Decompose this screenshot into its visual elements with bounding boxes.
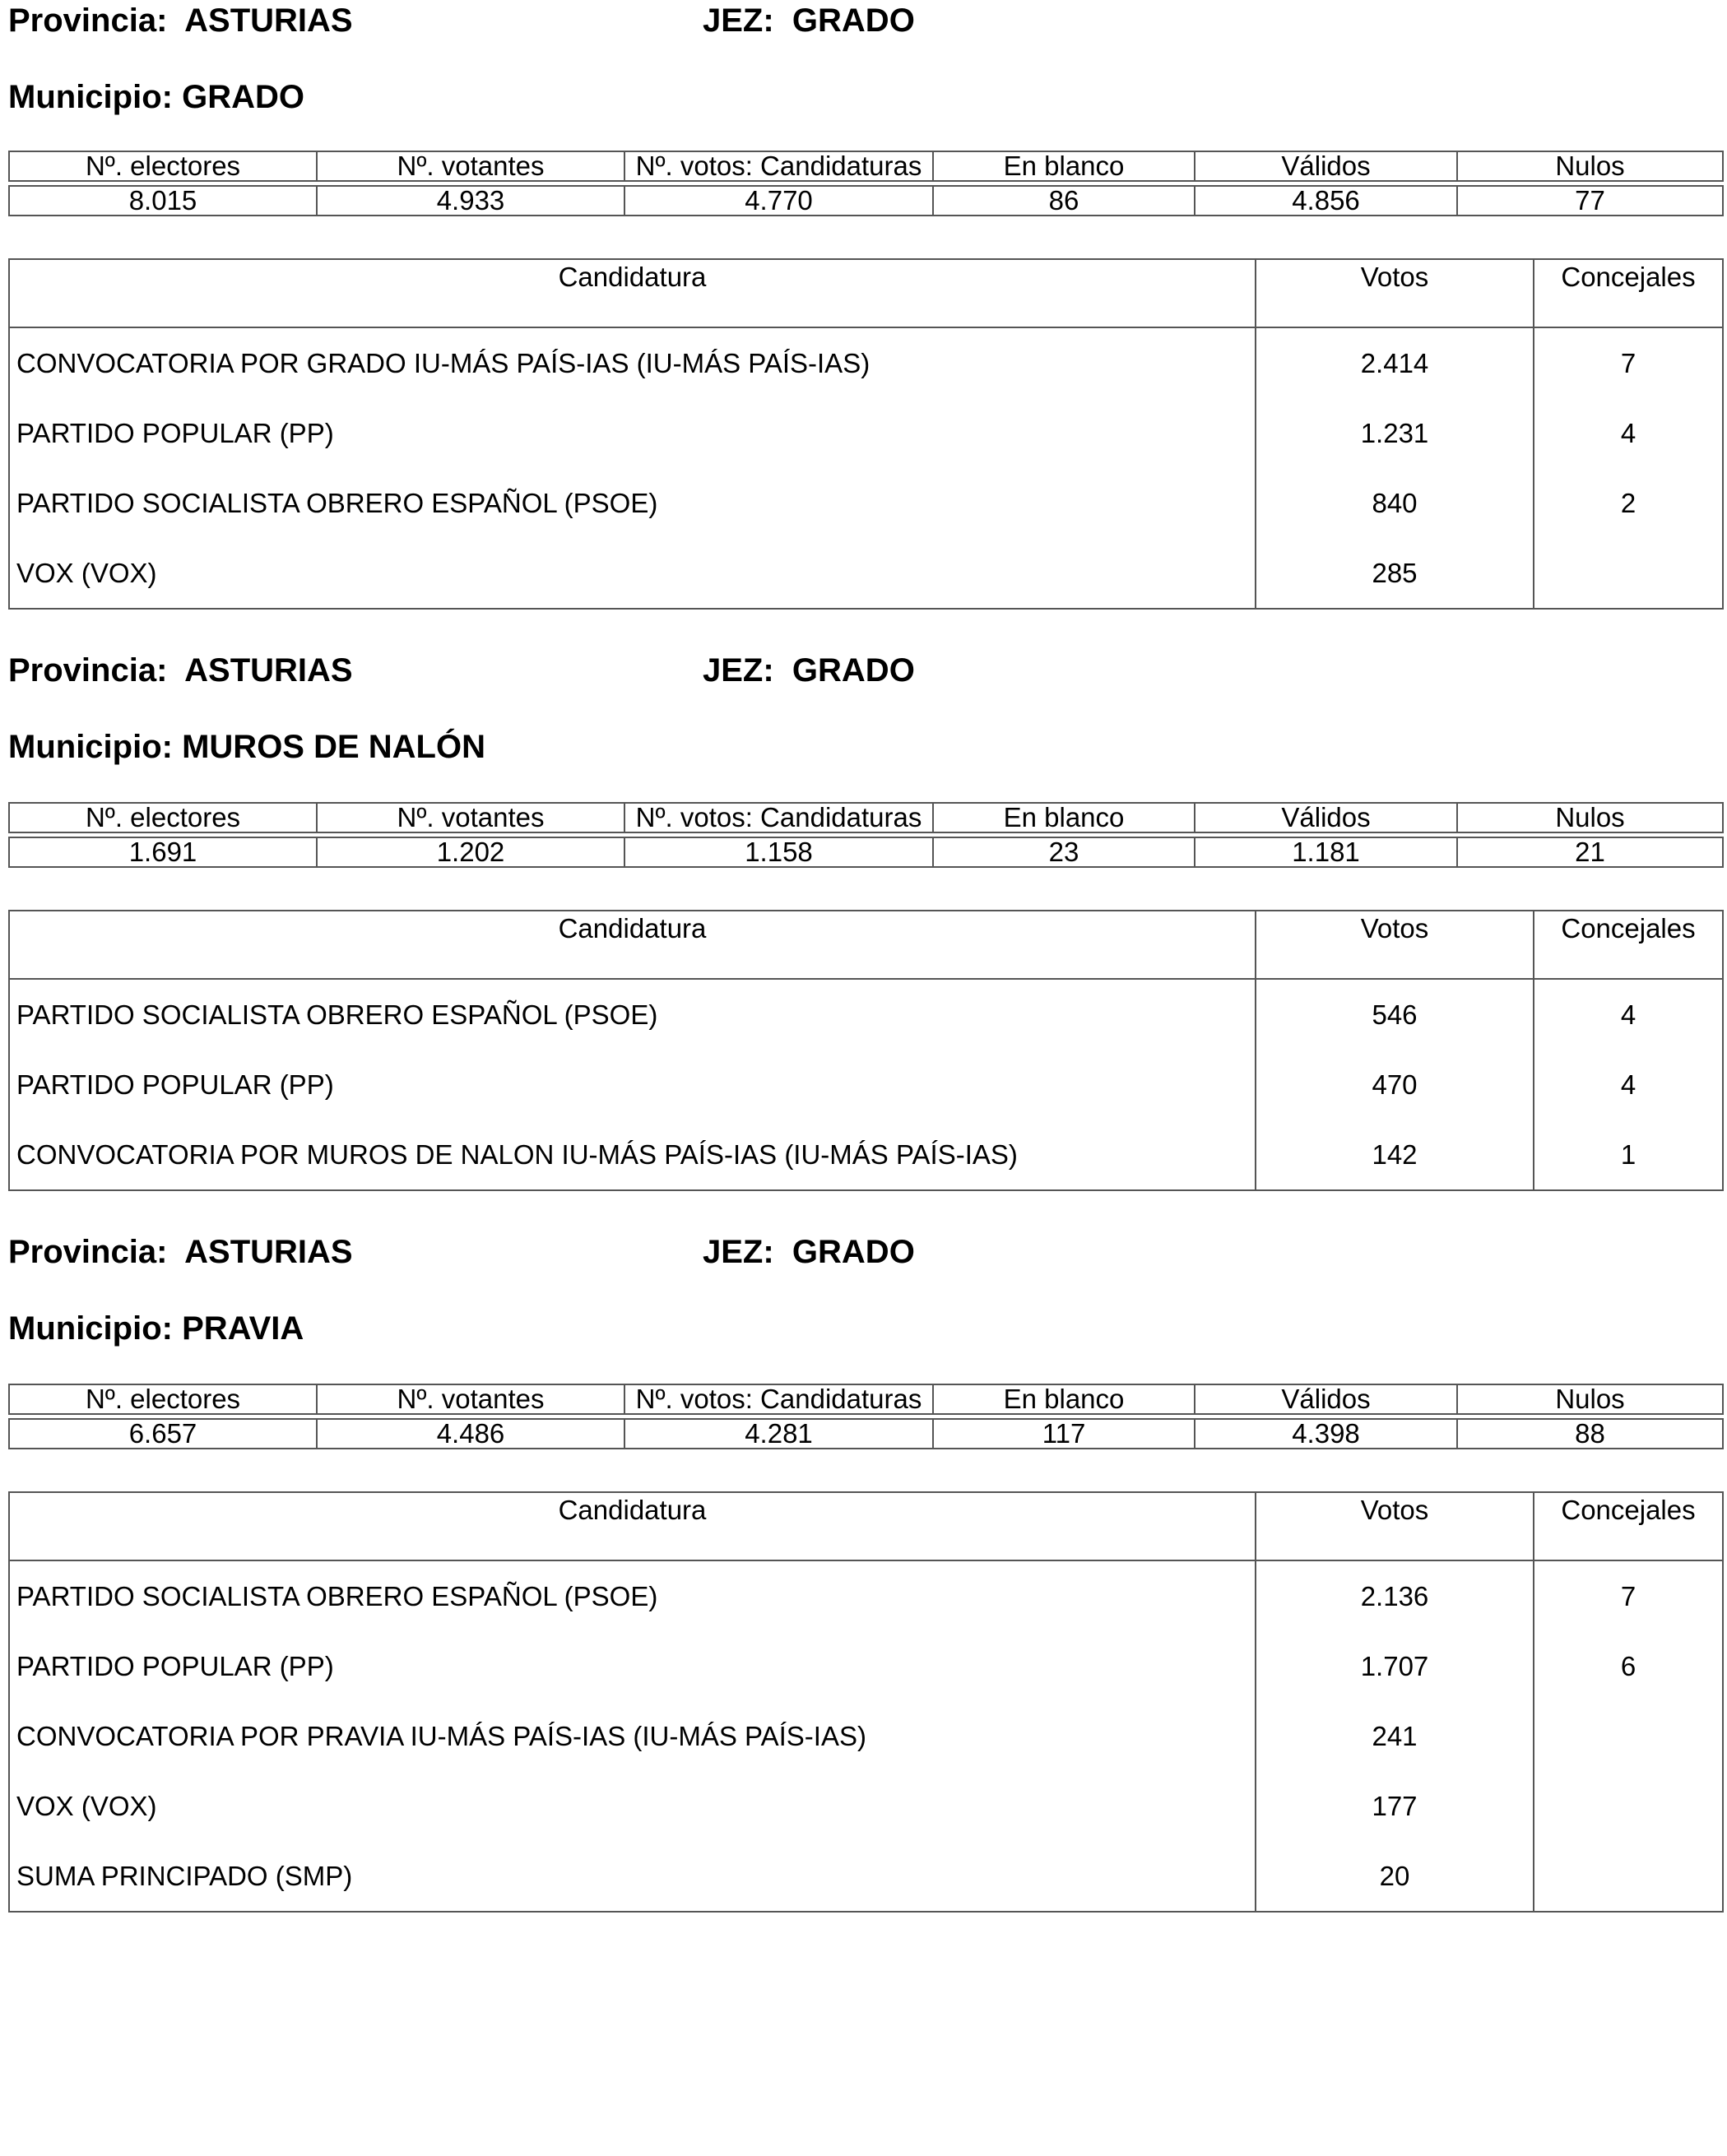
stats-value-row bbox=[9, 186, 1723, 216]
electores-header: Nº. electores bbox=[9, 151, 317, 181]
votos-header: Votos bbox=[1256, 1492, 1534, 1560]
nulos-value: 21 bbox=[1457, 837, 1723, 867]
concejales-cell bbox=[1534, 1841, 1723, 1912]
votos-cell: 2.414 bbox=[1256, 327, 1534, 398]
candidatura-cell: PARTIDO SOCIALISTA OBRERO ESPAÑOL (PSOE) bbox=[16, 999, 658, 1030]
votantes-value: 1.202 bbox=[317, 837, 624, 867]
concejales-cell bbox=[1534, 538, 1723, 609]
votos-cell: 20 bbox=[1256, 1841, 1534, 1912]
votos-candidaturas-header: Nº. votos: Candidaturas bbox=[624, 1384, 933, 1414]
concejales-header: Concejales bbox=[1534, 1492, 1723, 1560]
en-blanco-header: En blanco bbox=[933, 1384, 1195, 1414]
votos-header: Votos bbox=[1256, 911, 1534, 979]
votos-cell: 840 bbox=[1256, 468, 1534, 538]
nulos-header: Nulos bbox=[1457, 803, 1723, 832]
validos-header: Válidos bbox=[1195, 151, 1457, 181]
candidatura-cell: PARTIDO POPULAR (PP) bbox=[16, 1650, 334, 1681]
stats-table bbox=[8, 1384, 1724, 1449]
votos-cell: 285 bbox=[1256, 538, 1534, 609]
candidatura-cell: CONVOCATORIA POR MUROS DE NALON IU-MÁS PAÍS-IAS (IU-MÁS PAÍS-IAS) bbox=[16, 1138, 1018, 1170]
municipio-heading: Municipio: MUROS DE NALÓN bbox=[8, 729, 485, 765]
candidatura-cell: VOX (VOX) bbox=[16, 557, 157, 588]
concejales-cell: 7 bbox=[1534, 327, 1723, 398]
votantes-header: Nº. votantes bbox=[317, 151, 624, 181]
electores-value: 8.015 bbox=[9, 186, 317, 216]
nulos-value: 88 bbox=[1457, 1419, 1723, 1449]
votos-header: Votos bbox=[1256, 259, 1534, 327]
stats-value-row bbox=[9, 1419, 1723, 1449]
votantes-header: Nº. votantes bbox=[317, 1384, 624, 1414]
en-blanco-value: 23 bbox=[933, 837, 1195, 867]
votantes-value: 4.933 bbox=[317, 186, 624, 216]
votos-cell: 546 bbox=[1256, 979, 1534, 1050]
candidatura-cell: SUMA PRINCIPADO (SMP) bbox=[16, 1860, 353, 1891]
results-table bbox=[8, 1491, 1724, 1913]
table-row bbox=[9, 398, 1723, 468]
en-blanco-header: En blanco bbox=[933, 151, 1195, 181]
concejales-header: Concejales bbox=[1534, 259, 1723, 327]
candidatura-cell: CONVOCATORIA POR GRADO IU-MÁS PAÍS-IAS (IU-MÁS PAÍS-IAS) bbox=[16, 347, 870, 378]
table-row bbox=[9, 327, 1723, 398]
concejales-cell: 2 bbox=[1534, 468, 1723, 538]
votantes-header: Nº. votantes bbox=[317, 803, 624, 832]
concejales-header: Concejales bbox=[1534, 911, 1723, 979]
concejales-cell bbox=[1534, 1771, 1723, 1841]
votos-cell: 1.231 bbox=[1256, 398, 1534, 468]
provincia-heading: Provincia: ASTURIAS bbox=[8, 652, 353, 689]
results-table bbox=[8, 910, 1724, 1191]
table-row bbox=[9, 468, 1723, 538]
stats-header-row bbox=[9, 151, 1723, 181]
concejales-cell: 4 bbox=[1534, 979, 1723, 1050]
provincia-heading: Provincia: ASTURIAS bbox=[8, 1234, 353, 1270]
validos-value: 1.181 bbox=[1195, 837, 1457, 867]
nulos-header: Nulos bbox=[1457, 151, 1723, 181]
table-row bbox=[9, 1560, 1723, 1631]
municipio-heading: Municipio: GRADO bbox=[8, 79, 304, 115]
votos-cell: 2.136 bbox=[1256, 1560, 1534, 1631]
results-header-row bbox=[9, 911, 1723, 979]
concejales-cell: 4 bbox=[1534, 398, 1723, 468]
table-row bbox=[9, 538, 1723, 609]
stats-header-row bbox=[9, 803, 1723, 832]
votos-cell: 470 bbox=[1256, 1050, 1534, 1120]
candidatura-cell: PARTIDO POPULAR (PP) bbox=[16, 417, 334, 448]
electores-header: Nº. electores bbox=[9, 803, 317, 832]
table-row bbox=[9, 1631, 1723, 1701]
stats-value-row bbox=[9, 837, 1723, 867]
votos-cell: 1.707 bbox=[1256, 1631, 1534, 1701]
en-blanco-value: 117 bbox=[933, 1419, 1195, 1449]
provincia-heading: Provincia: ASTURIAS bbox=[8, 2, 353, 39]
electores-value: 6.657 bbox=[9, 1419, 317, 1449]
results-table bbox=[8, 258, 1724, 610]
candidatura-header: Candidatura bbox=[9, 911, 1256, 979]
stats-table bbox=[8, 802, 1724, 868]
validos-header: Válidos bbox=[1195, 803, 1457, 832]
results-header-row bbox=[9, 259, 1723, 327]
table-row bbox=[9, 1841, 1723, 1912]
concejales-cell: 4 bbox=[1534, 1050, 1723, 1120]
votantes-value: 4.486 bbox=[317, 1419, 624, 1449]
table-row bbox=[9, 1701, 1723, 1771]
electores-header: Nº. electores bbox=[9, 1384, 317, 1414]
results-header-row bbox=[9, 1492, 1723, 1560]
votos-cell: 142 bbox=[1256, 1120, 1534, 1190]
en-blanco-value: 86 bbox=[933, 186, 1195, 216]
table-row bbox=[9, 1120, 1723, 1190]
table-row bbox=[9, 1771, 1723, 1841]
en-blanco-header: En blanco bbox=[933, 803, 1195, 832]
municipio-heading: Municipio: PRAVIA bbox=[8, 1310, 304, 1347]
electores-value: 1.691 bbox=[9, 837, 317, 867]
table-row bbox=[9, 979, 1723, 1050]
votos-candidaturas-value: 4.770 bbox=[624, 186, 933, 216]
table-row bbox=[9, 1050, 1723, 1120]
jez-heading: JEZ: GRADO bbox=[703, 1234, 915, 1270]
votos-candidaturas-header: Nº. votos: Candidaturas bbox=[624, 803, 933, 832]
votos-candidaturas-header: Nº. votos: Candidaturas bbox=[624, 151, 933, 181]
votos-candidaturas-value: 1.158 bbox=[624, 837, 933, 867]
stats-table bbox=[8, 151, 1724, 216]
validos-value: 4.856 bbox=[1195, 186, 1457, 216]
candidatura-header: Candidatura bbox=[9, 259, 1256, 327]
candidatura-cell: PARTIDO POPULAR (PP) bbox=[16, 1069, 334, 1100]
validos-value: 4.398 bbox=[1195, 1419, 1457, 1449]
nulos-value: 77 bbox=[1457, 186, 1723, 216]
jez-heading: JEZ: GRADO bbox=[703, 2, 915, 39]
candidatura-cell: PARTIDO SOCIALISTA OBRERO ESPAÑOL (PSOE) bbox=[16, 487, 658, 518]
votos-cell: 177 bbox=[1256, 1771, 1534, 1841]
votos-cell: 241 bbox=[1256, 1701, 1534, 1771]
candidatura-cell: VOX (VOX) bbox=[16, 1790, 157, 1821]
concejales-cell: 7 bbox=[1534, 1560, 1723, 1631]
concejales-cell: 1 bbox=[1534, 1120, 1723, 1190]
validos-header: Válidos bbox=[1195, 1384, 1457, 1414]
nulos-header: Nulos bbox=[1457, 1384, 1723, 1414]
jez-heading: JEZ: GRADO bbox=[703, 652, 915, 689]
stats-header-row bbox=[9, 1384, 1723, 1414]
concejales-cell bbox=[1534, 1701, 1723, 1771]
concejales-cell: 6 bbox=[1534, 1631, 1723, 1701]
candidatura-cell: PARTIDO SOCIALISTA OBRERO ESPAÑOL (PSOE) bbox=[16, 1580, 658, 1611]
candidatura-header: Candidatura bbox=[9, 1492, 1256, 1560]
candidatura-cell: CONVOCATORIA POR PRAVIA IU-MÁS PAÍS-IAS (IU-MÁS PAÍS-IAS) bbox=[16, 1720, 866, 1751]
votos-candidaturas-value: 4.281 bbox=[624, 1419, 933, 1449]
